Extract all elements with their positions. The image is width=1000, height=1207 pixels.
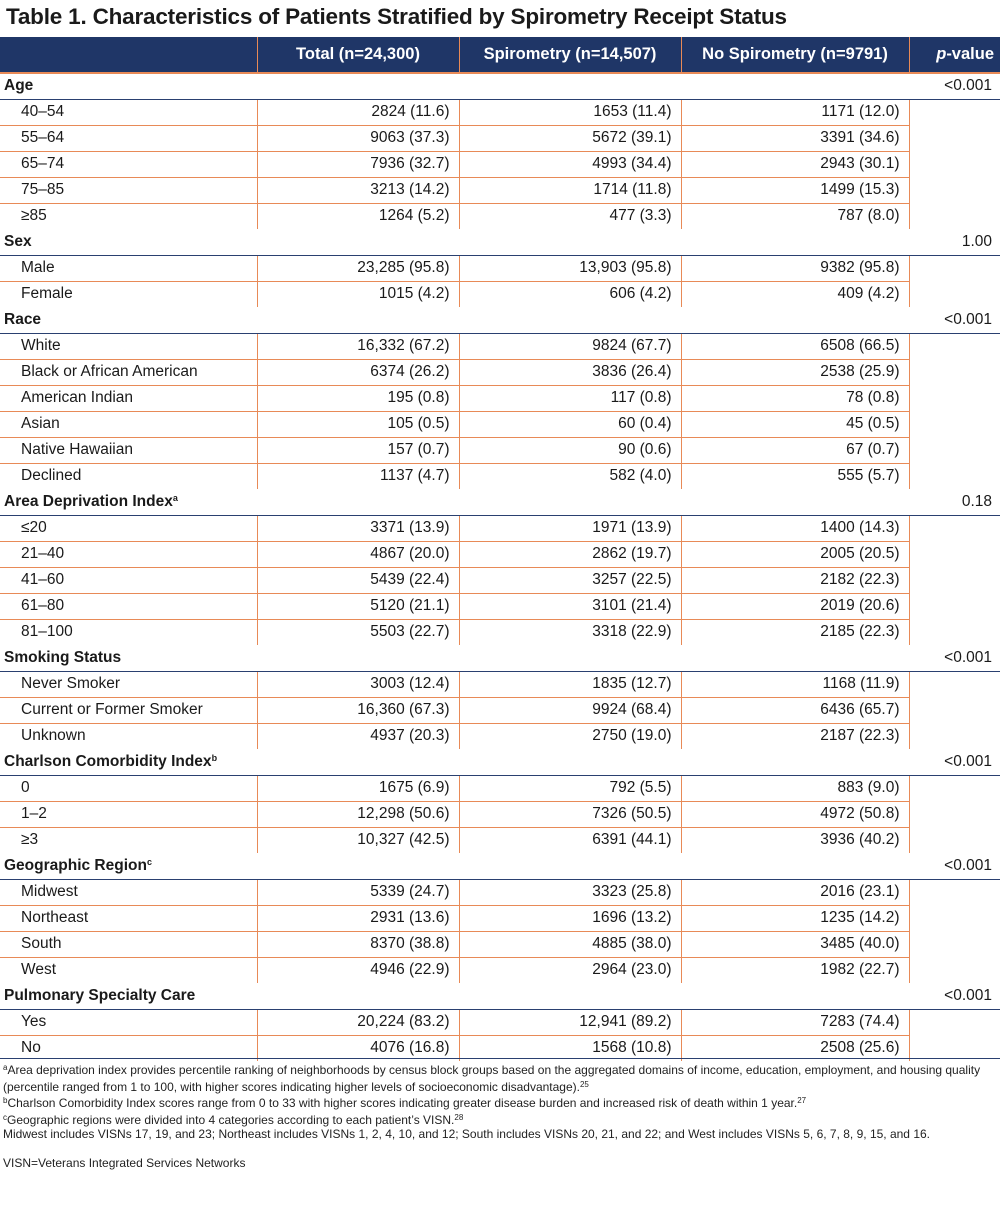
spirometry-cell: 3257 (22.5) [459, 567, 681, 593]
row-label: Black or African American [0, 359, 257, 385]
row-label: 41–60 [0, 567, 257, 593]
total-cell: 195 (0.8) [257, 385, 459, 411]
p-value-empty-cell [909, 385, 1000, 411]
row-label: Unknown [0, 723, 257, 749]
table-row [0, 827, 1000, 853]
section-p-value: <0.001 [909, 307, 1000, 333]
spirometry-cell: 3318 (22.9) [459, 619, 681, 645]
table-row [0, 957, 1000, 983]
no-spirometry-cell: 2185 (22.3) [681, 619, 909, 645]
spirometry-cell: 12,941 (89.2) [459, 1009, 681, 1035]
total-cell: 16,332 (67.2) [257, 333, 459, 359]
spirometry-cell: 2862 (19.7) [459, 541, 681, 567]
p-value-empty-cell [909, 463, 1000, 489]
section-label [0, 229, 909, 255]
spirometry-cell: 477 (3.3) [459, 203, 681, 229]
spirometry-cell: 1714 (11.8) [459, 177, 681, 203]
total-cell: 16,360 (67.3) [257, 697, 459, 723]
p-value-empty-cell [909, 281, 1000, 307]
section-label [0, 489, 909, 515]
section-label-text: Charlson Comorbidity Index [4, 752, 212, 770]
footnotes [3, 1061, 999, 1170]
row-label: Native Hawaiian [0, 437, 257, 463]
total-cell: 5339 (24.7) [257, 879, 459, 905]
table-row [0, 333, 1000, 359]
section-label-text: Sex [4, 232, 32, 250]
table-row [0, 801, 1000, 827]
row-label: ≤20 [0, 515, 257, 541]
section-p-value: <0.001 [909, 853, 1000, 879]
spirometry-cell: 2964 (23.0) [459, 957, 681, 983]
p-value-empty-cell [909, 437, 1000, 463]
footnote-c-ref: 28 [454, 1112, 464, 1122]
characteristics-table [0, 37, 1000, 1061]
table-row [0, 879, 1000, 905]
header-total: Total (n=24,300) [257, 37, 459, 73]
row-label: South [0, 931, 257, 957]
total-cell: 4946 (22.9) [257, 957, 459, 983]
p-value-empty-cell [909, 593, 1000, 619]
no-spirometry-cell: 2538 (25.9) [681, 359, 909, 385]
table-row [0, 203, 1000, 229]
section-label [0, 307, 909, 333]
spirometry-cell: 5672 (39.1) [459, 125, 681, 151]
no-spirometry-cell: 2187 (22.3) [681, 723, 909, 749]
no-spirometry-cell: 3936 (40.2) [681, 827, 909, 853]
footnote-a-text: Area deprivation index provides percentile ranking of neighborhoods by census block groups based on the aggregated domains of income, education, employment, and housing quality (percentile ranged from 1 to 100, with higher scores indicating higher levels of socioeconomic disadvantage). [3, 1063, 981, 1094]
table-row [0, 541, 1000, 567]
total-cell: 4076 (16.8) [257, 1035, 459, 1061]
p-value-empty-cell [909, 801, 1000, 827]
section-p-value: <0.001 [909, 749, 1000, 775]
spirometry-cell: 2750 (19.0) [459, 723, 681, 749]
footnote-b-text: Charlson Comorbidity Index scores range from 0 to 33 with higher scores indicating greater disease burden and increased risk of death within 1 year. [7, 1096, 798, 1110]
table-row [0, 359, 1000, 385]
total-cell: 2931 (13.6) [257, 905, 459, 931]
total-cell: 20,224 (83.2) [257, 1009, 459, 1035]
spirometry-cell: 3101 (21.4) [459, 593, 681, 619]
spirometry-cell: 3323 (25.8) [459, 879, 681, 905]
p-value-empty-cell [909, 541, 1000, 567]
section-row [0, 73, 1000, 99]
section-row [0, 489, 1000, 515]
table-row [0, 99, 1000, 125]
no-spirometry-cell: 2182 (22.3) [681, 567, 909, 593]
no-spirometry-cell: 9382 (95.8) [681, 255, 909, 281]
total-cell: 4867 (20.0) [257, 541, 459, 567]
total-cell: 5503 (22.7) [257, 619, 459, 645]
footnote-a [3, 1061, 999, 1094]
p-value-empty-cell [909, 359, 1000, 385]
row-label: White [0, 333, 257, 359]
no-spirometry-cell: 78 (0.8) [681, 385, 909, 411]
row-label: ≥85 [0, 203, 257, 229]
spirometry-cell: 13,903 (95.8) [459, 255, 681, 281]
row-label: Midwest [0, 879, 257, 905]
spirometry-cell: 4993 (34.4) [459, 151, 681, 177]
total-cell: 6374 (26.2) [257, 359, 459, 385]
p-value-empty-cell [909, 411, 1000, 437]
no-spirometry-cell: 6508 (66.5) [681, 333, 909, 359]
no-spirometry-cell: 6436 (65.7) [681, 697, 909, 723]
table-row [0, 411, 1000, 437]
footnote-marker: a [172, 492, 178, 503]
row-label: Male [0, 255, 257, 281]
row-label: Current or Former Smoker [0, 697, 257, 723]
total-cell: 5439 (22.4) [257, 567, 459, 593]
spirometry-cell: 1835 (12.7) [459, 671, 681, 697]
row-label: American Indian [0, 385, 257, 411]
no-spirometry-cell: 7283 (74.4) [681, 1009, 909, 1035]
table-body [0, 73, 1000, 1061]
p-value-empty-cell [909, 203, 1000, 229]
no-spirometry-cell: 2016 (23.1) [681, 879, 909, 905]
total-cell: 4937 (20.3) [257, 723, 459, 749]
footnote-b-ref: 27 [797, 1096, 807, 1105]
header-spirometry: Spirometry (n=14,507) [459, 37, 681, 73]
footnote-b [3, 1094, 999, 1111]
row-label: No [0, 1035, 257, 1061]
spirometry-cell: 3836 (26.4) [459, 359, 681, 385]
section-label [0, 749, 909, 775]
footnote-abbreviation: VISN=Veterans Integrated Services Networks [3, 1155, 246, 1170]
p-value-empty-cell [909, 827, 1000, 853]
total-cell: 3213 (14.2) [257, 177, 459, 203]
row-label: Never Smoker [0, 671, 257, 697]
row-label: Northeast [0, 905, 257, 931]
no-spirometry-cell: 3485 (40.0) [681, 931, 909, 957]
footnote-c-marker: c [3, 1112, 7, 1122]
total-cell: 10,327 (42.5) [257, 827, 459, 853]
section-label-text: Pulmonary Specialty Care [4, 986, 196, 1004]
row-label: 65–74 [0, 151, 257, 177]
footnote-marker: b [211, 752, 218, 763]
footnote-regions: Midwest includes VISNs 17, 19, and 23; Northeast includes VISNs 1, 2, 4, 10, and 12; South includes VISNs 20, 21, and 22; and West includes VISNs 5, 6, 7, 8, 9, 15, and 16. [3, 1127, 930, 1141]
table-row [0, 905, 1000, 931]
row-label: Female [0, 281, 257, 307]
p-value-empty-cell [909, 333, 1000, 359]
total-cell: 8370 (38.8) [257, 931, 459, 957]
spirometry-cell: 606 (4.2) [459, 281, 681, 307]
footnote-b-marker: b [3, 1096, 8, 1105]
footnote-a-marker: a [3, 1063, 8, 1072]
footnote-a-ref: 25 [579, 1079, 589, 1089]
p-value-empty-cell [909, 515, 1000, 541]
row-label: 1–2 [0, 801, 257, 827]
no-spirometry-cell: 2943 (30.1) [681, 151, 909, 177]
total-cell: 2824 (11.6) [257, 99, 459, 125]
total-cell: 3003 (12.4) [257, 671, 459, 697]
row-label: ≥3 [0, 827, 257, 853]
total-cell: 3371 (13.9) [257, 515, 459, 541]
no-spirometry-cell: 1400 (14.3) [681, 515, 909, 541]
no-spirometry-cell: 409 (4.2) [681, 281, 909, 307]
total-cell: 23,285 (95.8) [257, 255, 459, 281]
p-value-empty-cell [909, 255, 1000, 281]
header-no-spirometry: No Spirometry (n=9791) [681, 37, 909, 73]
header-p-suffix: -value [946, 45, 994, 63]
table-row [0, 255, 1000, 281]
section-p-value: <0.001 [909, 983, 1000, 1009]
table-row [0, 177, 1000, 203]
no-spirometry-cell: 2019 (20.6) [681, 593, 909, 619]
table-row [0, 671, 1000, 697]
section-p-value: <0.001 [909, 73, 1000, 99]
p-value-empty-cell [909, 619, 1000, 645]
section-p-value: 0.18 [909, 489, 1000, 515]
no-spirometry-cell: 1168 (11.9) [681, 671, 909, 697]
header-p-value [909, 37, 1000, 73]
spirometry-cell: 1568 (10.8) [459, 1035, 681, 1061]
header-blank [0, 37, 257, 73]
no-spirometry-cell: 3391 (34.6) [681, 125, 909, 151]
no-spirometry-cell: 1499 (15.3) [681, 177, 909, 203]
section-label [0, 853, 909, 879]
spirometry-cell: 60 (0.4) [459, 411, 681, 437]
table-row [0, 515, 1000, 541]
table-row [0, 281, 1000, 307]
spirometry-cell: 90 (0.6) [459, 437, 681, 463]
table-row [0, 593, 1000, 619]
footnote-marker: c [146, 856, 152, 867]
p-value-empty-cell [909, 697, 1000, 723]
total-cell: 1675 (6.9) [257, 775, 459, 801]
table-row [0, 463, 1000, 489]
p-value-empty-cell [909, 125, 1000, 151]
p-value-empty-cell [909, 671, 1000, 697]
section-row [0, 645, 1000, 671]
footnote-c-text: Geographic regions were divided into 4 categories according to each patient’s VISN. [7, 1112, 455, 1127]
section-label [0, 645, 909, 671]
spirometry-cell: 9824 (67.7) [459, 333, 681, 359]
spirometry-cell: 582 (4.0) [459, 463, 681, 489]
section-row [0, 229, 1000, 255]
section-row [0, 307, 1000, 333]
no-spirometry-cell: 67 (0.7) [681, 437, 909, 463]
p-value-empty-cell [909, 151, 1000, 177]
no-spirometry-cell: 555 (5.7) [681, 463, 909, 489]
row-label: 21–40 [0, 541, 257, 567]
table-row [0, 619, 1000, 645]
total-cell: 105 (0.5) [257, 411, 459, 437]
spirometry-cell: 4885 (38.0) [459, 931, 681, 957]
total-cell: 5120 (21.1) [257, 593, 459, 619]
spirometry-cell: 6391 (44.1) [459, 827, 681, 853]
p-value-empty-cell [909, 567, 1000, 593]
spirometry-cell: 792 (5.5) [459, 775, 681, 801]
no-spirometry-cell: 4972 (50.8) [681, 801, 909, 827]
row-label: 0 [0, 775, 257, 801]
row-label: 55–64 [0, 125, 257, 151]
spirometry-cell: 9924 (68.4) [459, 697, 681, 723]
no-spirometry-cell: 883 (9.0) [681, 775, 909, 801]
section-row [0, 853, 1000, 879]
table-row [0, 385, 1000, 411]
row-label: 75–85 [0, 177, 257, 203]
p-value-empty-cell [909, 99, 1000, 125]
row-label: 81–100 [0, 619, 257, 645]
p-value-empty-cell [909, 1009, 1000, 1035]
spirometry-cell: 117 (0.8) [459, 385, 681, 411]
section-label [0, 983, 909, 1009]
section-row [0, 983, 1000, 1009]
spirometry-cell: 1653 (11.4) [459, 99, 681, 125]
no-spirometry-cell: 1171 (12.0) [681, 99, 909, 125]
row-label: Declined [0, 463, 257, 489]
no-spirometry-cell: 1235 (14.2) [681, 905, 909, 931]
table-row [0, 723, 1000, 749]
no-spirometry-cell: 2508 (25.6) [681, 1035, 909, 1061]
row-label: 61–80 [0, 593, 257, 619]
total-cell: 157 (0.7) [257, 437, 459, 463]
p-value-empty-cell [909, 879, 1000, 905]
row-label: Yes [0, 1009, 257, 1035]
no-spirometry-cell: 787 (8.0) [681, 203, 909, 229]
total-cell: 1264 (5.2) [257, 203, 459, 229]
p-value-empty-cell [909, 957, 1000, 983]
section-label-text: Smoking Status [4, 648, 122, 666]
total-cell: 7936 (32.7) [257, 151, 459, 177]
total-cell: 9063 (37.3) [257, 125, 459, 151]
section-p-value: <0.001 [909, 645, 1000, 671]
p-value-empty-cell [909, 905, 1000, 931]
p-value-empty-cell [909, 931, 1000, 957]
header-p-italic: p [936, 45, 947, 63]
row-label: Asian [0, 411, 257, 437]
table-title: Table 1. Characteristics of Patients Stratified by Spirometry Receipt Status [6, 4, 787, 29]
spirometry-cell: 7326 (50.5) [459, 801, 681, 827]
table-row [0, 151, 1000, 177]
section-label-text: Area Deprivation Index [4, 492, 173, 510]
row-label: West [0, 957, 257, 983]
total-cell: 1015 (4.2) [257, 281, 459, 307]
section-p-value: 1.00 [909, 229, 1000, 255]
table-row [0, 1009, 1000, 1035]
header-row [0, 37, 1000, 73]
section-label-text: Race [4, 310, 42, 328]
no-spirometry-cell: 45 (0.5) [681, 411, 909, 437]
section-label-text: Age [4, 77, 34, 95]
table-row [0, 567, 1000, 593]
table-row [0, 697, 1000, 723]
table-row [0, 125, 1000, 151]
p-value-empty-cell [909, 775, 1000, 801]
footnote-c [3, 1111, 999, 1128]
no-spirometry-cell: 2005 (20.5) [681, 541, 909, 567]
spirometry-cell: 1971 (13.9) [459, 515, 681, 541]
total-cell: 12,298 (50.6) [257, 801, 459, 827]
table-bottom-rule [0, 1058, 1000, 1059]
table-row [0, 775, 1000, 801]
row-label: 40–54 [0, 99, 257, 125]
section-row [0, 749, 1000, 775]
p-value-empty-cell [909, 177, 1000, 203]
table-row [0, 437, 1000, 463]
table-row [0, 931, 1000, 957]
section-label-text: Geographic Region [4, 856, 147, 874]
no-spirometry-cell: 1982 (22.7) [681, 957, 909, 983]
spirometry-cell: 1696 (13.2) [459, 905, 681, 931]
p-value-empty-cell [909, 723, 1000, 749]
total-cell: 1137 (4.7) [257, 463, 459, 489]
section-label [0, 73, 909, 99]
